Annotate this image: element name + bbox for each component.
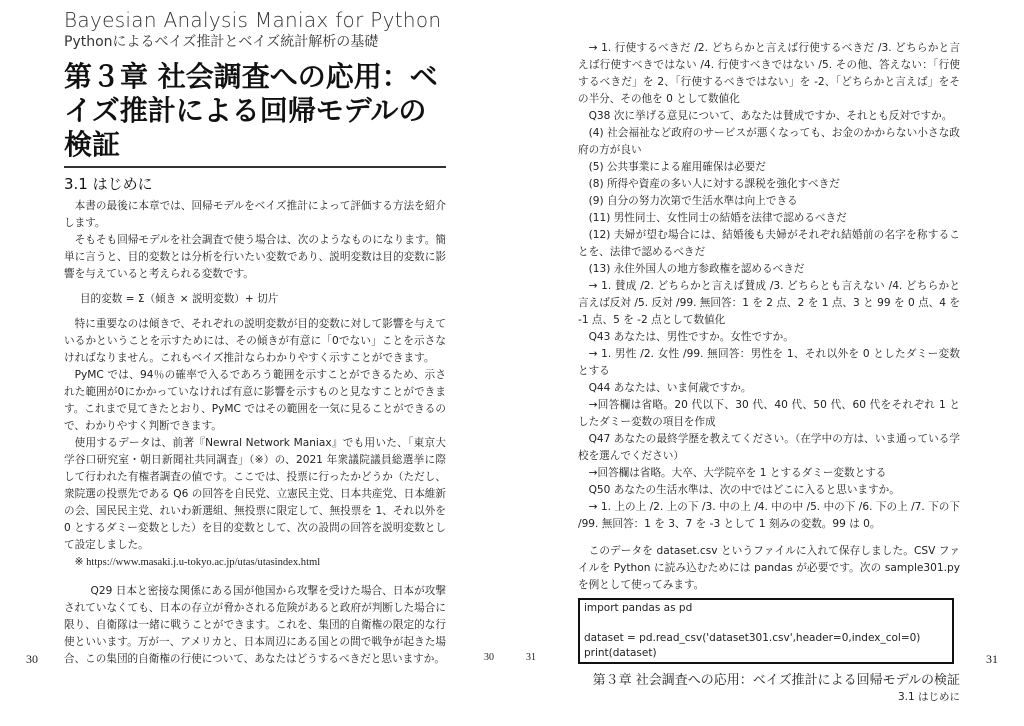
paragraph: 使用するデータは、前著『Newral Network Maniax』でも用いた、「東京大学谷口研究室・朝日新聞社共同調査」（※）の、2021 年衆議院議員総選挙に際して行われた有権者調査の値です。ここでは、投票に行ったかどうか（ただし、衆院選の投票先である Q6 の回答を自民党、立憲民主党、日本共産党、日本維新の会、国民民主党、れいわ新選組、無投票に限定して、無投票を 1、それ以外を 0 とするダミー変数とした）を目的変数として、次の設問の回答を説明変数として設定しました。: [64, 437, 446, 551]
paragraph: Q47 あなたの最終学歴を教えてください。（在学中の方は、いま通っている学校を選んでください）: [578, 433, 960, 462]
paragraph: そもそも回帰モデルを社会調査で使う場合は、次のようなものになります。簡単に言うと、目的変数とは分析を行いたい変数であり、説明変数は目的変数に影響を与えていると考えられる変数です。: [64, 234, 446, 280]
paragraph: →回答欄は省略。20 代以下、30 代、40 代、50 代、60 代をそれぞれ 1 としたダミー変数の項目を作成: [578, 399, 960, 428]
left-body: [64, 198, 446, 571]
divider: [64, 166, 446, 168]
paragraph: (8) 所得や資産の多い人に対する課税を強化すべきだ: [588, 178, 840, 190]
closing-text: [578, 543, 960, 594]
paragraph: Q29 日本と密接な関係にある国が他国から攻撃を受けた場合、日本が攻撃されていなくても、日本の存立が脅かされる危険があると政府が判断した場合に限り、自衛隊は一緒に戦うことができます。これを、集団的自衛権の限定的な行使といいます。万が一、アメリカと、日本周辺にある国との間で戦争が起きた場合、この集団的自衛権の行使について、あなたはどうするべきだと思いますか。: [64, 585, 446, 665]
running-footer-section: 3.1 はじめに: [897, 691, 960, 703]
paragraph: → 1. 賛成 /2. どちらかと言えば賛成 /3. どちらとも言えない /4. どちらかと言えば反対 /5. 反対 /99. 無回答：1 を 2 点、2 を 1 点、3 と 99 を 0 点、4 を -1 点、5 を -2 点として数値化: [578, 280, 960, 326]
code-line: print(dataset): [584, 647, 657, 659]
url-note: ※ https://www.masaki.j.u-tokyo.ac.jp/utas/utasindex.html: [74, 557, 321, 568]
paragraph: 本書の最後に本章では、回帰モデルをベイズ推計によって評価する方法を紹介します。: [64, 200, 446, 229]
paragraph: → 1. 男性 /2. 女性 /99. 無回答：男性を 1、それ以外を 0 としたダミー変数とする: [578, 348, 960, 377]
page-number: 31: [526, 652, 536, 663]
paragraph: → 1. 上の上 /2. 上の下 /3. 中の上 /4. 中の中 /5. 中の下 /6. 下の上 /7. 下の下 /99. 無回答：1 を 3、7 を -3 として 1 刻みの変数。99 は 0。: [578, 501, 960, 530]
paragraph: このデータを dataset.csv というファイルに入れて保存しました。CSV ファイルを Python に読み込むためには pandas が必要です。次の sample301.py を例として使ってみます。: [578, 545, 960, 591]
page-number: 30: [26, 652, 38, 666]
paragraph: (9) 自分の努力次第で生活水準は向上できる: [588, 195, 798, 207]
paragraph: (5) 公共事業による雇用確保は必要だ: [588, 161, 766, 173]
paragraph: → 1. 行使するべきだ /2. どちらかと言えば行使するべきだ /3. どちらかと言えば行使すべきではない /4. 行使すべきではない /5. その他、答えない：「行使するべきだ」を 2、「行使するべきではない」を -2、「どちらかと言えば」をその半分、その他を 0 として数値化: [578, 42, 960, 105]
running-footer-chapter: 第３章 社会調査への応用：ベイズ推計による回帰モデルの検証: [592, 673, 960, 688]
paragraph: Q50 あなたの生活水準は、次の中ではどこに入ると思いますか。: [588, 484, 900, 496]
right-body: [578, 40, 960, 533]
page-number: 30: [484, 652, 494, 663]
question-q29: [64, 583, 446, 668]
section-title: 3.1 はじめに: [64, 175, 153, 193]
paragraph: PyMC では、94％の確率で入るであろう範囲を示すことができるため、示された範囲が0にかかっていなければ有意に影響を示すものと見なすことができます。これまで見てきたとおり、PyMC ではその範囲を一気に見ることができるので、わかりやすく判断できます。: [64, 369, 446, 432]
book-subtitle: Pythonによるベイズ推計とベイズ統計解析の基礎: [64, 34, 379, 50]
paragraph: (12) 夫婦が望む場合には、結婚後も夫婦がそれぞれ結婚前の名字を称することを、法律で認めるべきだ: [578, 229, 960, 258]
code-line: import pandas as pd: [584, 602, 693, 614]
paragraph: Q38 次に挙げる意見について、あなたは賛成ですか、それとも反対ですか。: [588, 110, 953, 122]
left-page: [64, 8, 446, 668]
paragraph: (4) 社会福祉など政府のサービスが悪くなっても、お金のかからない小さな政府の方が良い: [578, 127, 960, 156]
paragraph: (13) 永住外国人の地方参政権を認めるべきだ: [588, 263, 805, 275]
paragraph: (11) 男性同士、女性同士の結婚を法律で認めるべきだ: [588, 212, 847, 224]
code-line: dataset = pd.read_csv('dataset301.csv',header=0,index_col=0): [584, 632, 921, 644]
paragraph: Q43 あなたは、男性ですか。女性ですか。: [588, 331, 794, 343]
formula: 目的変数 = Σ（傾き × 説明変数）+ 切片: [79, 293, 279, 305]
code-line: [584, 616, 948, 631]
paragraph: 特に重要なのは傾きで、それぞれの説明変数が目的変数に対して影響を与えているかということを示すためには、その傾きが有意に「0でない」ことを示さなければなりません。これもベイズ推計ならわかりやすく示すことができます。: [64, 318, 446, 364]
book-title: Bayesian Analysis Maniax for Python: [64, 8, 442, 32]
code-block: [578, 598, 954, 664]
page-number: 31: [986, 652, 998, 666]
right-page: [578, 40, 960, 705]
paragraph: Q44 あなたは、いま何歳ですか。: [588, 382, 752, 394]
paragraph: →回答欄は省略。大卒、大学院卒を 1 とするダミー変数とする: [588, 467, 887, 479]
chapter-title: 第３章 社会調査への応用：ベイズ推計による回帰モデルの検証: [64, 60, 438, 161]
